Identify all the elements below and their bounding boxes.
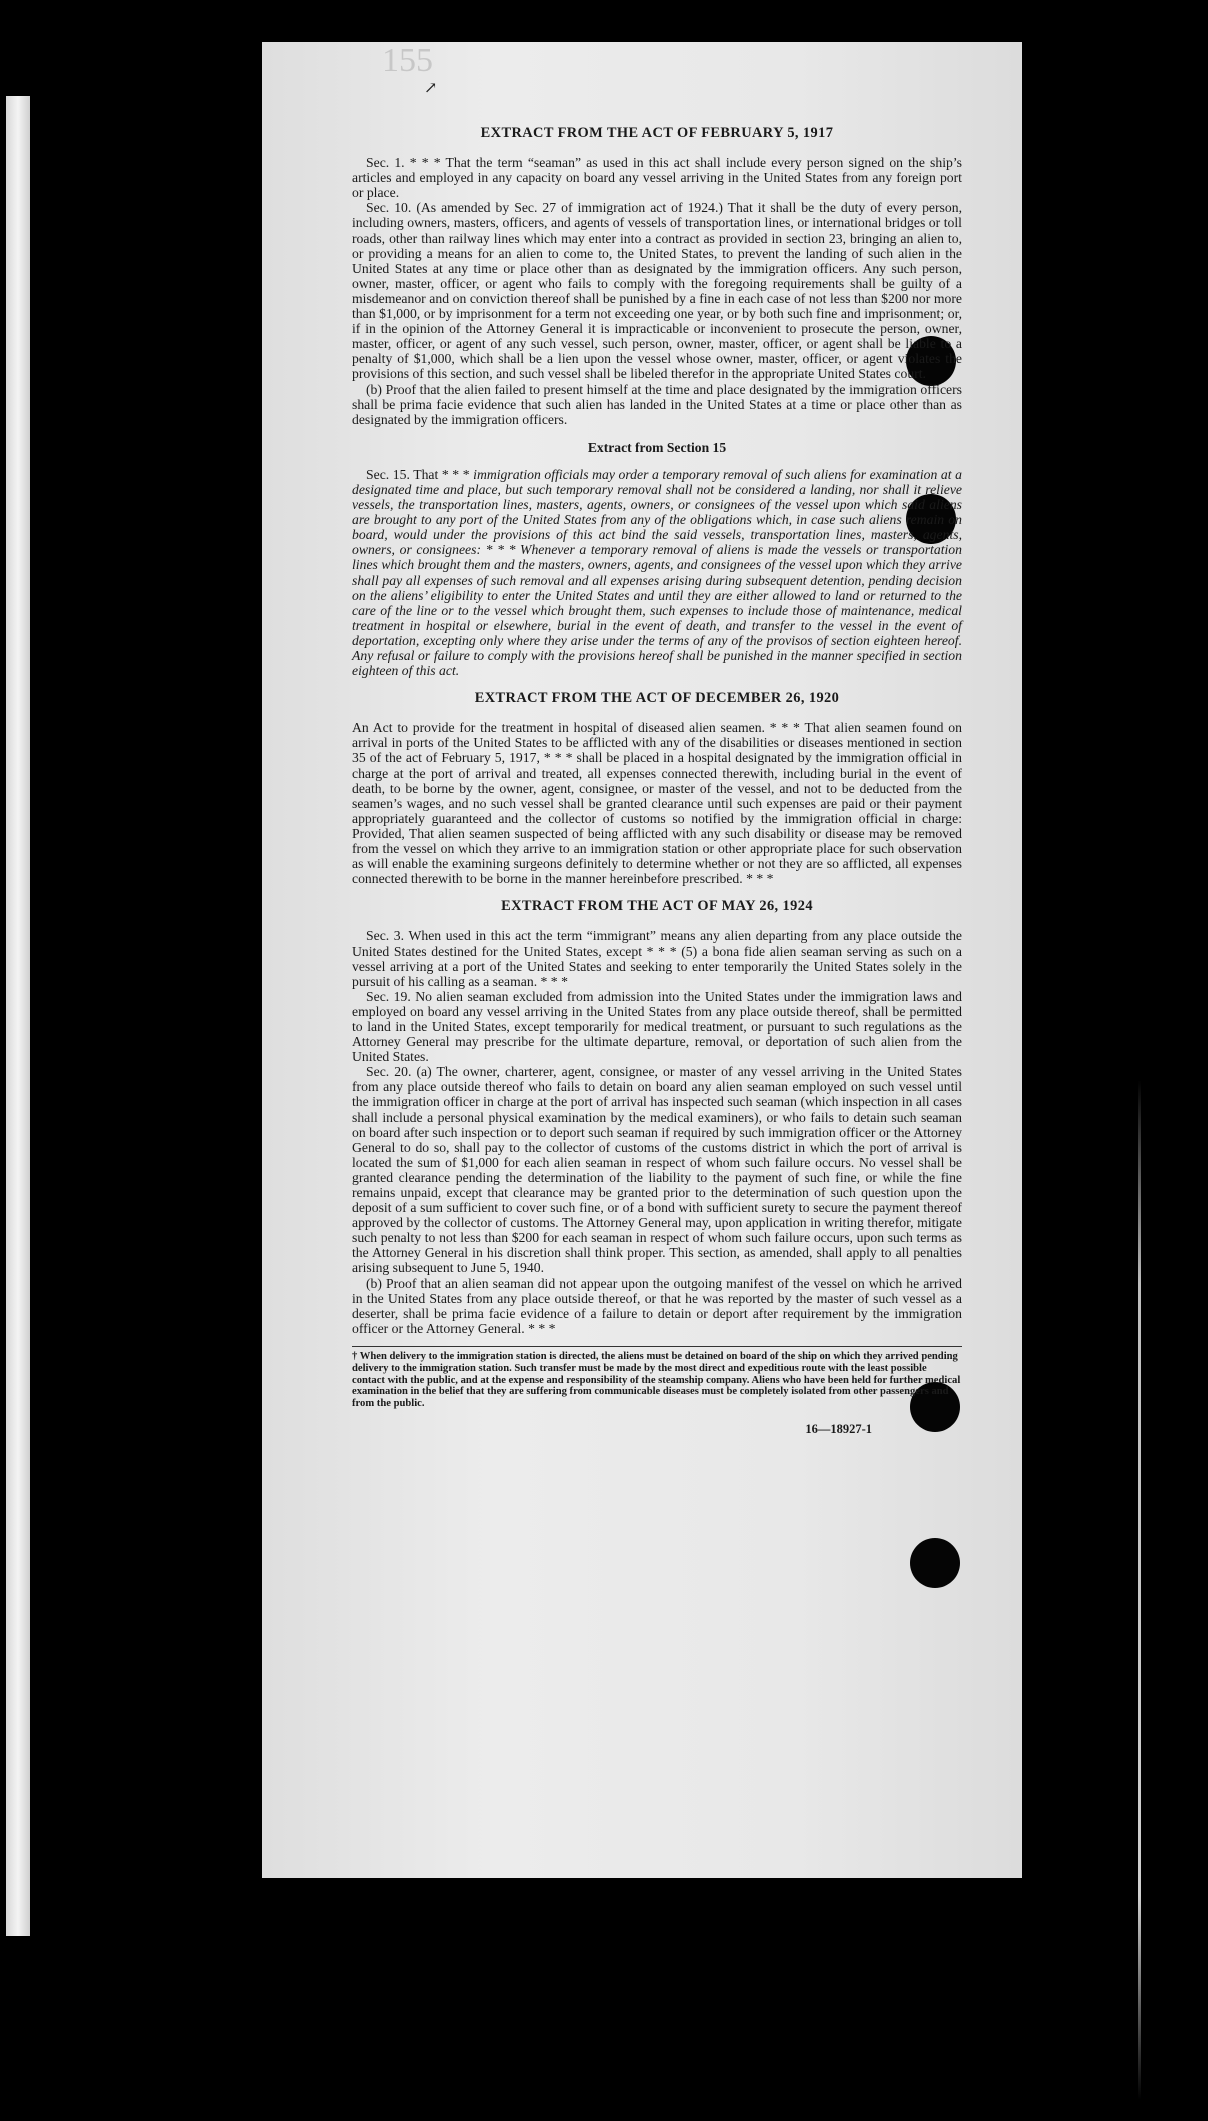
sec20b-paragraph: (b) Proof that an alien seaman did not appear upon the outgoing manifest of the vessel on which he arrived in the United States from any place outside thereof, or that he was reported by the master of such vessel as a deserter, shall be prima facie evidence of a failure to detain or deport after requirement by the immigration officer or the Attorney General. * * * xyxy=(352,1275,962,1336)
sec15-paragraph xyxy=(352,467,962,678)
document-body xyxy=(352,126,962,1437)
sec15-body: immigration officials may order a temporary removal of such aliens for examination at a designated time and place, but such temporary removal shall not be considered a landing, nor shall it relieve vessels, the transportation lines, masters, agents, owners, or consignees of the vessel upon which said aliens are brought to any port of the United States from any of the obligations which, in case such aliens remain on board, would under the provisions of this act bind the said vessels, transportation lines, masters, agents, owners, or consignees: * * * Whenever a temporary removal of aliens is made the vessels or transportation lines which brought them and the masters, owners, agents, and consignees of the vessel upon which they arrive shall pay all expenses of such removal and all expenses arising during subsequent detention, pending decision on the aliens’ eligibility to enter the United States and until they are either allowed to land or returned to the care of the line or to the vessel which brought them, such expenses to include those of maintenance, medical treatment in hospital or elsewhere, burial in the event of death, and transfer to the vessel in the event of deportation, excepting only where they arise under the terms of any of the provisos of section eighteen hereof. Any refusal or failure to comply with the provisions hereof shall be punished in the manner specified in section eighteen of this act. xyxy=(352,466,963,679)
sec10-paragraph: Sec. 10. (As amended by Sec. 27 of immigration act of 1924.) That it shall be the duty of every person, including owners, masters, officers, and agents of vessels of transportation lines, or international bridges or toll roads, other than railway lines which may enter into a contract as provided in section 23, bringing an alien to, or providing a means for an alien to come to, the United States, to prevent the landing of such alien in the United States at any time or place other than as designated by the immigration officers. Any such person, owner, master, officer, or agent who fails to comply with the foregoing requirements shall be guilty of a misdemeanor and on conviction thereof shall be punished by a fine in each case of not less than $200 nor more than $1,000, or by imprisonment for a term not exceeding one year, or by both such fine and imprisonment; or, if in the opinion of the Attorney General it is impracticable or inconvenient to prosecute the person, owner, master, officer, or agent of any such vessel, such person, owner, master, officer, or agent shall be liable to a penalty of $1,000, which shall be a lien upon the vessel whose owner, master, officer, or agent violates the provisions of this section, and such vessel shall be libeled therefor in the appropriate United States court. xyxy=(352,200,962,382)
pen-mark: ↗ xyxy=(424,80,438,97)
sec1-paragraph: Sec. 1. * * * That the term “seaman” as used in this act shall include every person signed on the ship’s articles and employed in any capacity on board any vessel arriving in the United States from any foreign port or place. xyxy=(352,155,962,201)
sec20-paragraph: Sec. 20. (a) The owner, charterer, agent, consignee, or master of any vessel arriving in the United States from any place outside thereof who fails to detain on board any alien seaman employed on such vessel until the immigration officer in charge at the port of arrival has inspected such seaman (which inspection in all cases shall include a personal physical examination by the medical examiners), or who fails to detain such seaman on board after such inspection or to deport such seaman if required by such immigration officer or the Attorney General to do so, shall pay to the collector of customs of the customs district in which the port of arrival is located the sum of $1,000 for each alien seaman in respect of whom such failure occurs. No vessel shall be granted clearance pending the determination of the liability to the payment of such fine, or while the fine remains unpaid, except that clearance may be granted prior to the determination of such question upon the deposit of a sum sufficient to cover such fine, or of a bond with sufficient surety to secure the payment thereof approved by the collector of customs. The Attorney General may, upon application in writing therefor, mitigate such penalty to not less than $200 for each seaman in respect of whom such failure occurs, upon such terms as the Attorney General in his discretion shall think proper. This section, as amended, shall apply to all penalties arising subsequent to June 5, 1940. xyxy=(352,1064,962,1276)
sec10b-paragraph: (b) Proof that the alien failed to present himself at the time and place designated by the immigration officers shall be prima facie evidence that such alien has landed in the United States at a time or place other than as designated by the immigration officers. xyxy=(352,381,962,427)
form-number: 16—18927-1 xyxy=(805,1421,872,1436)
footnote: † When delivery to the immigration station is directed, the aliens must be detained on board of the ship on which they arrived pending delivery to the immigration station. Such transfer must be made by the most direct and expeditious route with the least possible contact with the public, and at the expense and responsibility of the steamship company. Aliens who have been held for further medical examination in the belief that they are suffering from communicable diseases must be completely isolated from other passengers and from the public. xyxy=(352,1346,962,1410)
document-page xyxy=(262,42,1022,1878)
film-edge-strip xyxy=(6,96,30,1936)
heading-act-1920: EXTRACT FROM THE ACT OF DECEMBER 26, 1920 xyxy=(474,690,840,707)
sec19-paragraph: Sec. 19. No alien seaman excluded from admission into the United States under the immigration laws and employed on board any vessel arriving in the United States from any place outside thereof, shall be permitted to land in the United States, except temporarily for medical treatment, or pursuant to such regulations as the Attorney General may prescribe for the ultimate departure, removal, or deportation of such alien from the United States. xyxy=(352,988,962,1065)
heading-section-15: Extract from Section 15 xyxy=(587,439,727,455)
page-stamp: 155 xyxy=(382,42,433,79)
punch-hole-4 xyxy=(910,1538,960,1588)
film-scratch-line xyxy=(1138,1080,1141,2100)
sec3-paragraph: Sec. 3. When used in this act the term “immigrant” means any alien departing from any place outside the United States destined for the United States, except * * * (5) a bona fide alien seaman serving as such on a vessel arriving at a port of the United States and seeking to enter temporarily the United States solely in the pursuit of his calling as a seaman. * * * xyxy=(352,928,962,989)
heading-act-1917: EXTRACT FROM THE ACT OF FEBRUARY 5, 1917 xyxy=(480,125,834,141)
heading-act-1924: EXTRACT FROM THE ACT OF MAY 26, 1924 xyxy=(501,898,813,915)
sec15-lead: Sec. 15. That * * * xyxy=(366,466,470,482)
act-1920-paragraph: An Act to provide for the treatment in hospital of diseased alien seamen. * * * That alien seamen found on arrival in ports of the United States to be afflicted with any of the disabilities or diseases mentioned in section 35 of the act of February 5, 1917, * * * shall be placed in a hospital designated by the immigration official in charge at the port of arrival and treated, all expenses connected therewith, including burial in the event of death, to be borne by the owner, agent, consignee, or master of the vessel, and not to be deducted from the seamen’s wages, and no such vessel shall be granted clearance until such expenses are paid or their payment appropriately guaranteed and the collector of customs so notified by the immigration official in charge: Provided, That alien seamen suspected of being afflicted with any such disability or disease may be removed from the vessel on which they arrive to an immigration station or other appropriate place for such observation as will enable the examining surgeons definitely to determine whether or not they are so afflicted, all expenses connected therewith to be borne in the manner hereinbefore prescribed. * * * xyxy=(352,720,962,887)
